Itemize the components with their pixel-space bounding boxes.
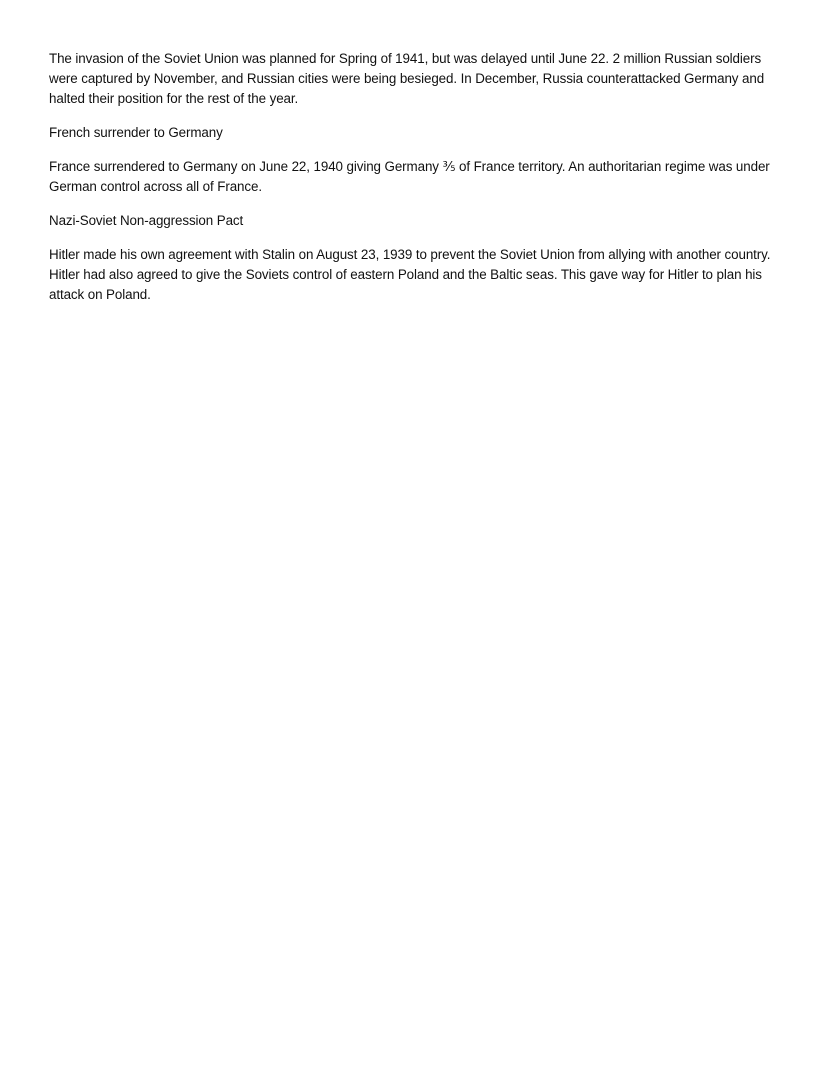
paragraph-french-surrender: France surrendered to Germany on June 22, 1940 giving Germany ⅗ of France territory. An authoritarian regime was under German control across all of France. [49, 159, 770, 194]
heading-nazi-soviet-pact: Nazi-Soviet Non-aggression Pact [49, 213, 244, 228]
document-page [49, 49, 784, 319]
paragraph-soviet-invasion: The invasion of the Soviet Union was planned for Spring of 1941, but was delayed until June 22. 2 million Russian soldiers were captured by November, and Russian cities were being besieged. In December, Russia counterattacked Germany and halted their position for the rest of the year. [49, 51, 765, 106]
heading-french-surrender: French surrender to Germany [49, 125, 223, 140]
paragraph-nazi-soviet-pact: Hitler made his own agreement with Stalin on August 23, 1939 to prevent the Soviet Union from allying with another country. Hitler had also agreed to give the Soviets control of eastern Poland and the Baltic seas. This gave way for Hitler to plan his attack on Poland. [49, 247, 771, 302]
